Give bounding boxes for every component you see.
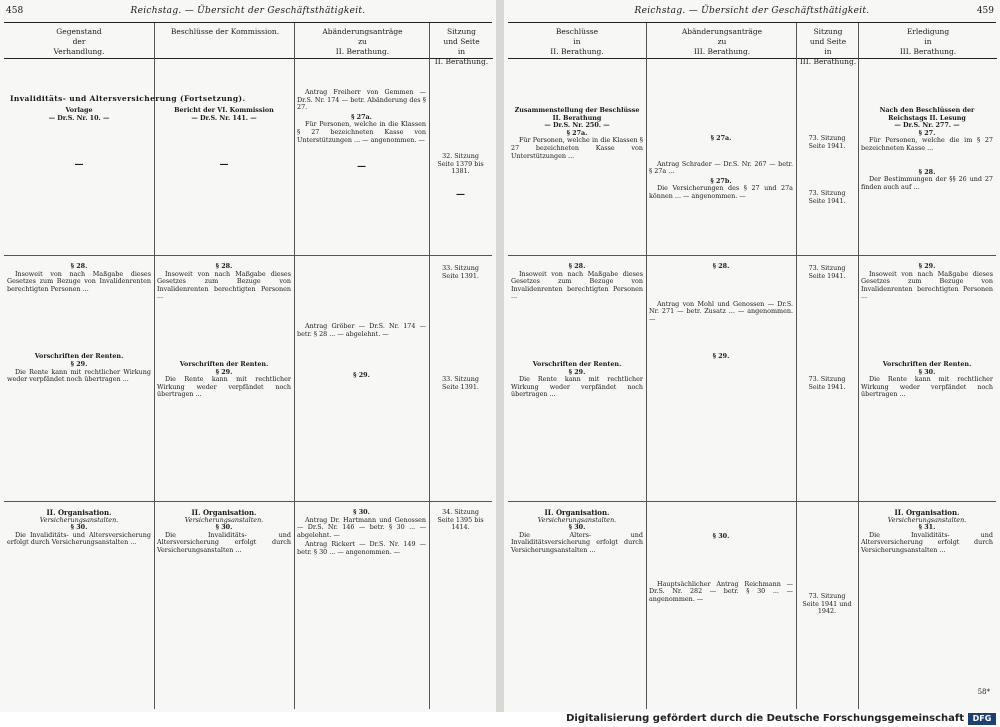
- cell-line: 73. Sitzung: [808, 592, 846, 600]
- cell-line: Die Rente kann mit rechtlicher Wirkung weder verpfändet noch übertragen ...: [511, 375, 643, 399]
- row-divider: [508, 255, 996, 256]
- cell-line: 73. Sitzung: [808, 375, 846, 384]
- cell-line: II. Organisation.: [894, 508, 960, 517]
- cell-line: Insoweit von nach Maßgabe dieses Gesetzes zum Bezuge von Invalidenrenten berechtigten Personen ...: [511, 269, 643, 301]
- left-table: [4, 22, 492, 709]
- right-r2-c2: [649, 263, 793, 361]
- column-heading: Sitzung und Seite in II. Berathung.: [430, 23, 493, 59]
- cell-line: § 29.: [568, 367, 586, 376]
- cell-line: Insoweit von nach Maßgabe dieses Gesetzes zum Bezuge von Invalidenrenten berechtigten Personen ...: [7, 269, 151, 293]
- left-r3-c4: [432, 509, 489, 532]
- cell-line: Insoweit von nach Maßgabe dieses Gesetzes zum Bezuge von Invalidenrenten berechtigten Personen ...: [861, 269, 993, 301]
- column-heading: Abänderungsanträge zu III. Berathung.: [647, 23, 797, 59]
- left-r2-c4: [432, 265, 489, 391]
- cell-line: Antrag von Mohl und Genossen — Dr.S. Nr. 271 — betr. Zusatz ... — angenommen. —: [649, 299, 793, 323]
- cell-line: — Dr.S. Nr. 141. —: [191, 113, 257, 122]
- cell-line: § 30.: [712, 532, 730, 540]
- cell-line: Vorschriften der Renten.: [532, 359, 622, 368]
- cell-line: Seite 1379 bis 1381.: [437, 159, 484, 176]
- cell-line: § 30.: [568, 523, 586, 532]
- column-heading: Abänderungsanträge zu II. Berathung.: [295, 23, 430, 59]
- left-r1-c4: [432, 153, 489, 199]
- cell-line: Vorschriften der Renten.: [179, 359, 269, 368]
- cell-line: 73. Sitzung: [808, 189, 846, 198]
- cell-line: Die Invaliditäts- und Altersversicherung erfolgt durch Versicherungsanstalten ...: [7, 530, 151, 547]
- cell-line: II. Organisation.: [191, 508, 257, 517]
- cell-line: — Dr.S. Nr. 277. —: [894, 121, 960, 130]
- cell-line: § 28.: [712, 262, 730, 270]
- right-r2-c1: [511, 263, 643, 401]
- cell-line: II. Organisation.: [544, 508, 610, 517]
- row-divider: [4, 501, 492, 502]
- column-heading: Beschlüsse der Kommission.: [155, 23, 295, 59]
- right-page-header: [504, 6, 1000, 20]
- row-divider: [4, 255, 492, 256]
- right-r1-c2: [649, 135, 793, 203]
- left-page-number: 458: [6, 6, 24, 16]
- cell-line: Die Alters- und Invaliditätsversicherung erfolgt durch Versicherungsanstalten ...: [511, 530, 643, 554]
- cell-line: 73. Sitzung: [808, 134, 846, 142]
- left-r1-c3: [297, 89, 426, 172]
- column-heading: Erledigung in III. Berathung.: [859, 23, 997, 59]
- row-divider: [508, 501, 996, 502]
- cell-line: Nach den Beschlüssen der Reichstags II. Lesung: [879, 106, 975, 122]
- cell-line: § 27a.: [351, 112, 372, 121]
- cell-line: —: [357, 162, 366, 173]
- cell-line: § 29.: [918, 262, 936, 270]
- cell-line: — Dr.S. Nr. 10. —: [48, 113, 110, 122]
- right-r3-c4: [861, 509, 993, 557]
- cell-line: Seite 1941.: [808, 141, 846, 150]
- cell-line: 34. Sitzung: [442, 508, 479, 516]
- cell-line: Versicherungsanstalten.: [537, 515, 617, 524]
- cell-line: — Dr.S. Nr. 250. —: [544, 121, 610, 130]
- cell-line: § 30.: [70, 523, 88, 532]
- footer-bar: [0, 712, 1000, 727]
- column-heading: Beschlüsse in II. Berathung.: [508, 23, 646, 59]
- cell-line: —: [456, 189, 465, 200]
- cell-line: Die Rente kann mit rechtlicher Wirkung weder verpfändet noch übertragen ...: [861, 375, 993, 399]
- left-r2-c3: [297, 323, 426, 380]
- right-r2-c4: [861, 263, 993, 401]
- cell-line: § 30.: [918, 367, 936, 376]
- cell-line: Die Rente kann mit rechtlicher Wirkung weder verpfändet noch übertragen ...: [157, 375, 291, 399]
- footer-credit: Digitalisierung gefördert durch die Deutsche Forschungsgemeinschaft: [566, 713, 964, 724]
- cell-line: Die Invaliditäts- und Altersversicherung erfolgt durch Versicherungsanstalten ...: [157, 530, 291, 554]
- cell-line: § 27a.: [710, 134, 732, 142]
- cell-line: § 28.: [918, 167, 936, 176]
- dfg-logo: DFG: [968, 713, 996, 725]
- left-r3-c2: [157, 509, 291, 557]
- right-r2-c3: [799, 265, 855, 391]
- cell-line: Seite 1395 bis 1414.: [437, 515, 484, 532]
- right-page-number: 459: [976, 6, 994, 16]
- cell-line: Vorlage: [65, 106, 93, 114]
- cell-line: Die Rente kann mit rechtlicher Wirkung weder verpfändet noch übertragen ...: [7, 367, 151, 384]
- cell-line: Die Versicherungen des § 27 und 27a können ... — angenommen. —: [649, 184, 793, 200]
- cell-line: § 29.: [353, 371, 370, 380]
- book-gutter: [496, 0, 504, 712]
- cell-line: Hauptsächlicher Antrag Reichmann — Dr.S. Nr. 282 — betr. § 30 ... — angenommen. —: [649, 579, 793, 603]
- right-r1-c3: [799, 135, 855, 205]
- right-r3-c2: [649, 533, 793, 605]
- cell-line: § 28.: [215, 262, 233, 270]
- right-r1-c1: [511, 107, 643, 162]
- cell-line: 73. Sitzung: [808, 264, 846, 272]
- cell-line: § 28.: [568, 262, 586, 270]
- cell-line: Seite 1941.: [808, 196, 846, 205]
- cell-line: § 29.: [70, 359, 88, 368]
- left-r1-c1: [7, 107, 151, 170]
- right-page: [504, 0, 1000, 712]
- cell-line: Zusammenstellung der Beschlüsse II. Berathung: [514, 106, 640, 122]
- cell-line: § 29.: [215, 367, 233, 376]
- cell-line: § 27.: [918, 128, 936, 137]
- left-r2-c1: [7, 263, 151, 386]
- cell-line: 33. Sitzung: [442, 264, 479, 272]
- cell-line: 32. Sitzung: [442, 152, 479, 160]
- column-heading: Sitzung und Seite in III. Berathung.: [797, 23, 859, 59]
- left-r3-c1: [7, 509, 151, 549]
- cell-line: Seite 1941.: [808, 382, 846, 391]
- cell-line: II. Organisation.: [46, 508, 112, 517]
- cell-line: Seite 1941.: [808, 271, 846, 280]
- column-heading: Gegenstand der Verhandlung.: [4, 23, 154, 59]
- cell-line: Antrag Rickert — Dr.S. Nr. 149 — betr. § 30 ... — angenommen. —: [297, 540, 426, 556]
- right-col-2: [646, 23, 797, 709]
- cell-line: § 31.: [918, 523, 936, 532]
- cell-line: Antrag Schrader — Dr.S. Nr. 267 — betr. § 27a ...: [649, 159, 793, 176]
- left-page-header: [0, 6, 496, 20]
- cell-line: Antrag Gröber — Dr.S. Nr. 174 — betr. § 28 ... — abgelehnt. —: [297, 322, 426, 338]
- signature-mark: 58*: [977, 688, 990, 696]
- right-r3-c1: [511, 509, 643, 557]
- cell-line: § 30.: [353, 508, 370, 516]
- cell-line: Vorschriften der Renten.: [34, 352, 124, 361]
- cell-line: Bericht der VI. Kommission: [174, 106, 274, 114]
- cell-line: § 30.: [215, 523, 233, 532]
- cell-line: —: [74, 160, 84, 171]
- section-title: Invaliditäts- und Altersversicherung (Fortsetzung).: [10, 94, 246, 103]
- cell-line: § 27b.: [710, 176, 732, 185]
- right-running-title: Reichstag. — Übersicht der Geschäftsthätigkeit.: [634, 6, 870, 16]
- left-page: [0, 0, 496, 712]
- cell-line: § 27a.: [566, 128, 588, 137]
- cell-line: Insoweit von nach Maßgabe dieses Gesetzes zum Bezuge von Invalidenrenten berechtigten Personen ...: [157, 269, 291, 301]
- cell-line: Antrag Freiherr von Gemmen — Dr.S. Nr. 174 — betr. Abänderung des § 27.: [297, 88, 426, 112]
- cell-line: Antrag Dr. Hartmann und Genossen — Dr.S. Nr. 146 — betr. § 30 ... — abgelehnt. —: [297, 515, 426, 539]
- cell-line: 33. Sitzung: [442, 375, 479, 384]
- left-r3-c3: [297, 509, 426, 559]
- cell-line: Für Personen, welche in die Klassen § 27 bezeichneten Kasse von Unterstützungen ...: [511, 136, 643, 160]
- cell-line: Der Bestimmungen der §§ 26 und 27 finden auch auf ...: [861, 175, 993, 191]
- cell-line: Versicherungsanstalten.: [39, 515, 119, 524]
- cell-line: § 28.: [70, 262, 88, 270]
- cell-line: Seite 1391.: [442, 382, 479, 391]
- cell-line: Seite 1941 und 1942.: [802, 599, 852, 616]
- right-r3-c3: [799, 593, 855, 616]
- cell-line: § 29.: [712, 352, 730, 361]
- cell-line: —: [219, 160, 229, 171]
- right-table: [508, 22, 996, 709]
- right-r1-c4: [861, 107, 993, 193]
- cell-line: Vorschriften der Renten.: [882, 359, 972, 368]
- left-r2-c2: [157, 263, 291, 401]
- cell-line: Versicherungsanstalten.: [887, 515, 967, 524]
- cell-line: Seite 1391.: [442, 271, 479, 280]
- cell-line: Für Personen, welche in die Klassen § 27 bezeichneten Kasse von Unterstützungen ... — angenommen. —: [297, 120, 426, 144]
- left-r1-c2: [157, 107, 291, 170]
- cell-line: Für Personen, welche die im § 27 bezeichneten Kasse ...: [861, 136, 993, 152]
- cell-line: Versicherungsanstalten.: [184, 515, 264, 524]
- cell-line: Die Invaliditäts- und Altersversicherung erfolgt durch Versicherungsanstalten ...: [861, 530, 993, 554]
- left-running-title: Reichstag. — Übersicht der Geschäftsthätigkeit.: [130, 6, 366, 16]
